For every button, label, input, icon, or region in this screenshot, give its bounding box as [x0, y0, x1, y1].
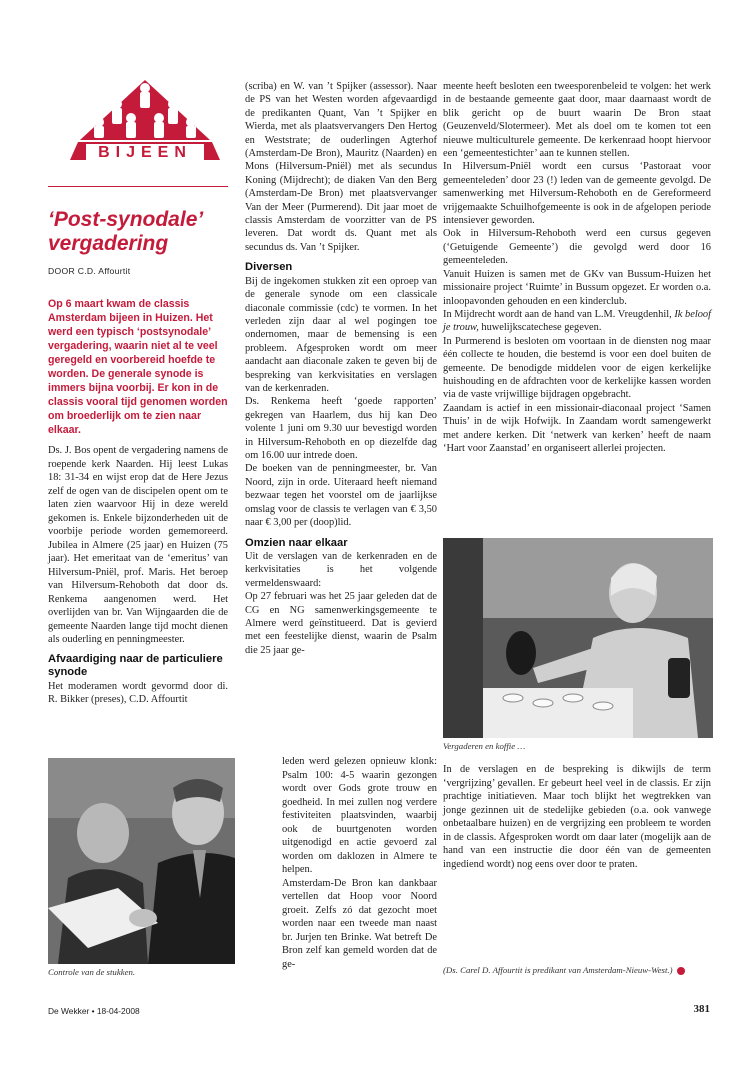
book-title: Ik beloof je trouw, [443, 308, 711, 334]
article-lead: Op 6 maart kwam de classis Amsterdam bijeen in Huizen. Het werd een typisch ‘postsynodale’ vergadering, waarin niet al te veel geregeld en voorbereid hoefde te worden. De generale synode is immers bijna voorbij. Er kon in de classis vooral tijd genomen worden om broederlijk om te zien naar elkaar. [48, 298, 228, 436]
paragraph: Ds. J. Bos opent de vergadering namens de roepende kerk Naarden. Hij leest Lukas 18: 31-34 en wijst erop dat de Here Jezus zelf de ogen van de discipelen opent om te laten zien waarvoor Hij in deze wereld gekomen is. Enkele bijzonderheden uit de voorbije periode worden gememoreerd. Jubilea in Almere (25 jaar) en Huizen (75 jaar). Het emeritaat van de ‘emeritus’ van Hilversum-Pniël, prof. Maris. Het beroep van Hilversum-Rehoboth dat door ds. Renkema aangenomen werd. Het overlijden van br. Van Wijngaarden die de gemeente Naarden lange tijd mocht dienen als ouderling en penningmeester. [48, 445, 228, 645]
paragraph: In de verslagen en de bespreking is dikwijls de term ‘vergrijzing’ gevallen. Er gebeurt heel veel in de classis. Er zijn prachtige initiatieven. Maar toch blijkt het wegtrekken van jonge gezinnen uit de stedelijke gebieden (o.a. ook vanwege onbetaalbare huizen) en de vergrijzing een probleem te worden in de classis. Afgesproken wordt om daar later (mogelijk aan de hand van een instructie die door één van de gemeenten ingediend wordt) nog eens over door te praten. [443, 764, 711, 870]
footer-publication: De Wekker • 18-04-2008 [48, 1006, 140, 1016]
text-run: In Mijdrecht wordt aan de hand van L.M. Vreugdenhil, [443, 308, 672, 320]
byline-author: C.D. Affourtit [77, 266, 131, 276]
paragraph: Op 27 februari was het 25 jaar geleden dat de CG en NG samenwerkingsgemeente te Almere werd geïnstitueerd. Dat is gevierd met een feestelijke dienst, waarin de Psalm die 25 jaar ge- [245, 591, 437, 656]
paragraph [443, 308, 711, 335]
paragraph: Ds. Renkema heeft ‘goede rapporten’ gekregen van Haarlem, dus hij kan Deo volente 1 juni om 9.30 uur bevestigd worden in Hilversum-Rehoboth en op diezelfde dag om 16.00 uur intrede doen. [245, 396, 437, 462]
byline-prefix: DOOR [48, 266, 75, 276]
subheading: Afvaardiging naar de particuliere synode [48, 652, 223, 678]
column-3 [443, 80, 711, 455]
column-3-lower [443, 763, 711, 871]
paragraph: Bij de ingekomen stukken zit een oproep van de generale synode om een classicale diaconale commissie (cdc) te vormen. In het verleden zijn daar al wel pogingen toe ondernomen, maar de bemensing is een probleem. Afgesproken wordt om meer aandacht aan diaconale zaken te geven bij de bespreking van kerkvisitaties en verslagen van de kerkenraden. [245, 275, 437, 395]
paragraph: Zaandam is actief in een missionair-diaconaal project ‘Samen Thuis’ in de wijk Hofwijk. In Zaandam wordt samengewerkt met andere kerken. Dit ‘netwerk van kerken’ heeft de naam ‘Hart voor Zaanstad’ en organiseert allerlei projecten. [443, 402, 711, 454]
logo-text: BIJEEN [98, 144, 192, 161]
column-1-body [48, 444, 228, 707]
column-2 [245, 80, 437, 657]
logo-rule [48, 186, 228, 187]
end-bullet-icon [677, 967, 685, 975]
subheading: Omzien naar elkaar [245, 536, 348, 549]
article-title: ‘Post-synodale’ vergadering [48, 208, 203, 255]
photo-2-caption: Vergaderen en koffie … [443, 741, 526, 751]
paragraph: De boeken van de penningmeester, br. Van Noord, zijn in orde. Uiteraard heeft niemand bezwaar tegen het voorstel om de jaarlijkse omslag voor de classis te verlagen van € 3,50 naar € 3,00 per (doop)lid. [245, 463, 437, 529]
page-number: 381 [693, 1003, 710, 1015]
photo-checking-documents [48, 758, 235, 964]
paragraph: Vanuit Huizen is samen met de GKv van Bussum-Huizen het missionaire project ‘Ruimte’ in Bussum opgezet. Er worden o.a. inloopavonden gehouden en een kinderclub. [443, 268, 711, 307]
author-footnote [443, 965, 711, 975]
paragraph: Uit de verslagen van de kerkenraden en de kerkvisitaties is het volgende vermeldenswaard: [245, 551, 437, 589]
paragraph: Ook in Hilversum-Rehoboth werd een cursus gegeven (‘Getuigende Gemeente’) die gevolgd werd door 16 gemeenteleden. [443, 228, 711, 267]
paragraph: Amsterdam-De Bron kan dankbaar vertellen dat Hoop voor Noord groeit. Zelfs zó dat gezocht moet worden naar een tweede man naast br. Jurjen ten Brinke. Wat betreft De Bron zelf kan gemeld worden dat de ge- [282, 877, 437, 970]
paragraph: In Hilversum-Pniël wordt een cursus ‘Pastoraat voor gemeenteleden’ door 23 (!) leden van de gemeente gevolgd. De samenwerking met Hilversum-Rehoboth en de Gereformeerd vrijgemaakte Schuilhofgemeente is ook in de afgelopen periode intensiever geworden. [443, 161, 711, 227]
footnote-text: (Ds. Carel D. Affourtit is predikant van Amsterdam-Nieuw-West.) [443, 965, 673, 975]
subheading: Diversen [245, 261, 293, 274]
byline [48, 266, 130, 276]
paragraph: meente heeft besloten een tweesporenbeleid te volgen: het werk in de bestaande gemeente gaat door, maar daarnaast wordt de blik gericht op de buurt waarin De Bron staat (Geuzenveld/Slotermeer). Met als doel om te komen tot een nieuwe multiculturele gemeente. De kerkenraad hoopt hiervoor een ‘gemeentestichter’ aan te kunnen stellen. [443, 81, 711, 160]
text-run: huwelijkscatechese gegeven. [481, 322, 602, 334]
paragraph: (scriba) en W. van ’t Spijker (assessor). Naar de PS van het Westen worden afgevaardigd de predikanten Quant, Van ’t Spijker en Wierda, met als plaatsvervangers Den Hertog en Weststrate; de ouderlingen Agterhof (Amsterdam-De Bron), Mauritz (Naarden) en Mons (Hilversum-Pniël) met als secundus Koning (Mijdrecht); de diaken Van den Berg (Amsterdam-De Bron) met plaatsvervanger Van der Meer (Purmerend). Dit jaar moet de classis Amsterdam de voorzitter van de PS leveren. Dat wordt ds. Quant met als secundus ds. Van ’t Spijker. [245, 81, 437, 253]
paragraph: Het moderamen wordt gevormd door di. R. Bikker (preses), C.D. Affourtit [48, 680, 228, 705]
photo-1-caption: Controle van de stukken. [48, 967, 136, 977]
bijeen-logo [60, 78, 230, 188]
column-2-continued [282, 755, 437, 971]
paragraph: In Purmerend is besloten om voortaan in de diensten nog maar één collecte te houden, die bestemd is voor een doel buiten de gemeente. De benodigde middelen voor de eigen kerkelijke huishouding en de afdrachten voor de kerkelijke kassen worden via de vaste vrijwillige bijdragen opgebracht. [443, 335, 711, 401]
paragraph: leden werd gelezen opnieuw klonk: Psalm 100: 4-5 waarin gezongen wordt over Gods grote trouw en goedheid. In mei zullen nog verdere festiviteiten plaatsvinden, waarbij ook de buurtgenoten worden uitgenodigd en actie gevoerd zal worden om daklozen in Almere te helpen. [282, 756, 437, 875]
photo-meeting-coffee [443, 538, 713, 738]
